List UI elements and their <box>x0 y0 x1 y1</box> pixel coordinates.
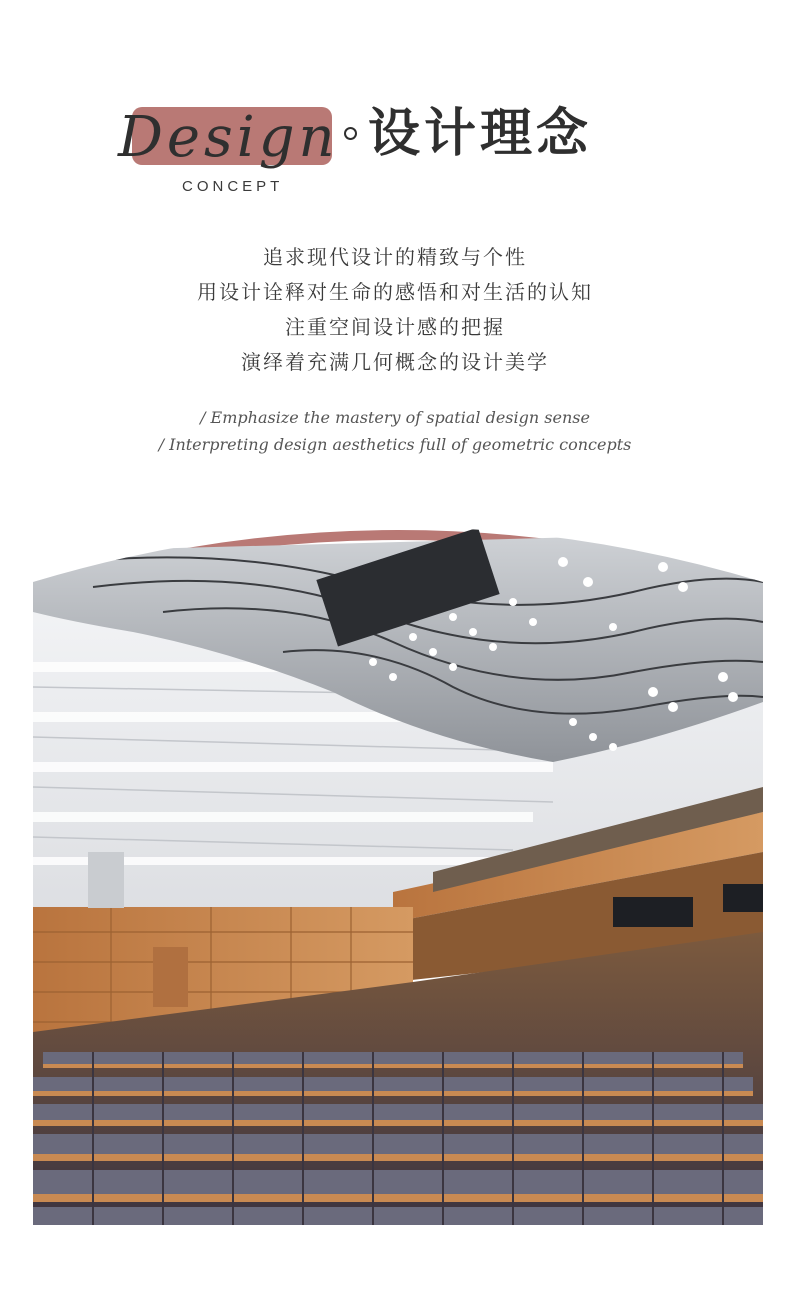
english-line: / Interpreting design aesthetics full of geometric concepts <box>158 435 632 454</box>
concept-subtitle: CONCEPT <box>182 178 284 195</box>
english-line: / Emphasize the mastery of spatial design sense <box>200 408 590 427</box>
english-description <box>0 404 790 458</box>
design-logo-word: Design <box>118 105 339 170</box>
description-line: 用设计诠释对生命的感悟和对生活的认知 <box>197 280 593 304</box>
description-line: 注重空间设计感的把握 <box>285 315 505 339</box>
page-title: 设计理念 <box>368 104 593 164</box>
chinese-description <box>0 240 790 380</box>
auditorium-illustration <box>33 512 763 1225</box>
description-line: 追求现代设计的精致与个性 <box>263 245 527 269</box>
auditorium-photo <box>33 512 763 1225</box>
header <box>0 0 790 210</box>
dot-icon <box>344 127 357 140</box>
description-line: 演绎着充满几何概念的设计美学 <box>241 350 549 374</box>
